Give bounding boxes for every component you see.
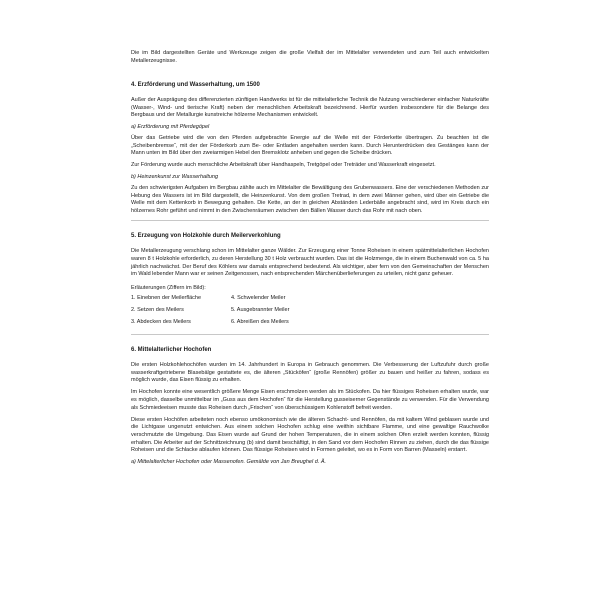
intro-paragraph: Die im Bild dargestellten Geräte und Werkzeuge zeigen die große Vielfalt der im Mittelalter verwendeten und zum Teil auch entwickelten Metallerzeugnisse. <box>131 50 489 64</box>
section-divider-4-5 <box>131 220 489 221</box>
legend-list <box>131 295 489 326</box>
section-4-subheading-b: b) Heinzenkunst zur Wasserhaltung <box>131 174 219 181</box>
legend-title: Erläuterungen (Ziffern im Bild): <box>131 284 206 291</box>
section-4-subheading-a: a) Erzförderung mit Pferdegöpel <box>131 124 210 131</box>
legend-item: 2. Setzen des Meilers <box>131 306 184 313</box>
section-4-paragraph-1: Außer der Ausprägung des differenzierten zünftigen Handwerks ist für die mittelalterliche Technik die Nutzung verschiedener einfacher Naturkräfte (Wasser-, Wind- und tierische Kraft) neben der menschlichen Arbeitskraft bezeichnend. Hierfür wurden insbesondere für die Belange des Bergbaus und der Metallurgie kunstreiche hölzerne Mechanismen entwickelt. <box>131 97 489 119</box>
legend-item: 4. Schwelender Meiler <box>231 295 286 302</box>
section-divider-5-6 <box>131 334 489 335</box>
section-5-heading: 5. Erzeugung von Holzkohle durch Meilerverkohlung <box>131 233 281 240</box>
figure-caption-a: a) Mittelalterlicher Hochofen oder Massenofen. Gemälde von Jan Breughel d. Ä. <box>131 459 327 466</box>
legend-item: 1. Einebnen der Meilerfläche <box>131 295 202 302</box>
legend-item: 3. Abdecken des Meilers <box>131 318 191 325</box>
section-4-heading: 4. Erzförderung und Wasserhaltung, um 1500 <box>131 82 260 89</box>
section-5-paragraph-1: Die Metallerzeugung verschlang schon im Mittelalter ganze Wälder. Zur Erzeugung einer Tonne Roheisen in einem spätmittelalterlichen Hochofen waren 8 t Holzkohle erforderlich, zu deren Herstellung 30 t Holz verbraucht wurden. Das ist die Holzmenge, die in einem Buchenwald von ca. 5 ha jährlich nachwächst. Der Beruf des Köhlers war damals entsprechend bedeutend. Als wichtiger, aber fern von den Gemeinschaften der Menschen im Wald lebender Mann war er seinen Zeitgenossen, nach entsprechenden Märchenüberlieferungen zu urteilen, nicht ganz geheuer. <box>131 248 489 278</box>
section-6-paragraph-2: Im Hochofen konnte eine wesentlich größere Menge Eisen erschmolzen werden als im Stückofen. Da hier flüssiges Roheisen erhalten wurde, war es möglich, dasselbe unmittelbar im „Guss aus dem Hochofen“ für die Herstellung gusseiserner Gegenstände zu verwenden. Für die Verwendung als Schmiedeeisen musste das Roheisen durch „Frischen“ von überschüssigem Kohlenstoff befreit werden. <box>131 389 489 411</box>
section-4-paragraph-2: Über das Getriebe wird die von den Pferden aufgebrachte Energie auf die Welle mit der Förderkette übertragen. Zu beachten ist die „Scheibenbremse“, mit der der Förderkorb zum Be- oder Entladen angehalten werden kann. Durch Herunterdrücken des Gestänges kann der Mann unten im Bild über den zweiarmigen Hebel den Bremsklotz anheben und gegen die Scheibe drücken. <box>131 135 489 157</box>
document-page <box>131 40 489 470</box>
section-6-paragraph-3: Diese ersten Hochöfen arbeiteten noch ebenso umökonomisch wie die älteren Schacht- und Rennöfen, da mit kaltem Wind geblasen wurde und die Lichtgase ungenutzt entwichen. Aus einem solchen Hochofen schlug eine weithin sichtbare Flamme, und eine gewaltige Rauchwolke verschmutzte die Umgebung. Das Eisen wurde auf Grund der hohen Temperaturen, die in einem solchen Ofen erzielt werden konnten, flüssig erhalten. Die Arbeiter auf der Schnittzeichnung (b) sind damit beschäftigt, in den Sand vor dem Hochofen Rinnen zu ziehen, durch die das flüssige Roheisen und die Schlacke ablaufen können. Das flüssige Roheisen wird in Formen geleitet, wo es in Form von Barren (Masseln) erstarrt. <box>131 416 489 454</box>
section-4-paragraph-4: Zu den schwierigsten Aufgaben im Bergbau zählte auch im Mittelalter die Bewältigung des Grubenwassers. Eine der verschiedenen Methoden zur Hebung des Wassers ist im Bild dargestellt, die Heinzenkunst. Von dem großen Tretrad, in dem zwei Männer gehen, wird über ein Getriebe die Welle mit dem Kettenkorb in Bewegung gehalten. Die Kette, an der in gleichen Abständen Lederbälle angebracht sind, wird im Kreis durch ein hölzernes Rohr geführt und nimmt in den Zwischenräumen zwischen den Bällen Wasser durch das Rohr mit nach oben. <box>131 185 489 214</box>
section-6-heading: 6. Mittelalterlicher Hochofen <box>131 347 212 354</box>
legend-item: 6. Abreißen des Meilers <box>231 318 289 325</box>
section-6-paragraph-1: Die ersten Holzkohlehochöfen wurden im 14. Jahrhundert in Europa in Gebrauch genommen. Die Verbesserung der Luftzufuhr durch große wasserkraftgetriebene Blasebälge gestattete es, die älteren „Stücköfen“ (große Rennöfen) größer zu bauen und heißer zu fahren, sodass es möglich wurde, das Eisen flüssig zu erhalten. <box>131 362 489 384</box>
legend-item: 5. Ausgebrannter Meiler <box>231 306 290 313</box>
section-4-paragraph-3: Zur Förderung wurde auch menschliche Arbeitskraft über Handhaspeln, Tretgöpel oder Treträder und Wasserkraft eingesetzt. <box>131 162 436 169</box>
